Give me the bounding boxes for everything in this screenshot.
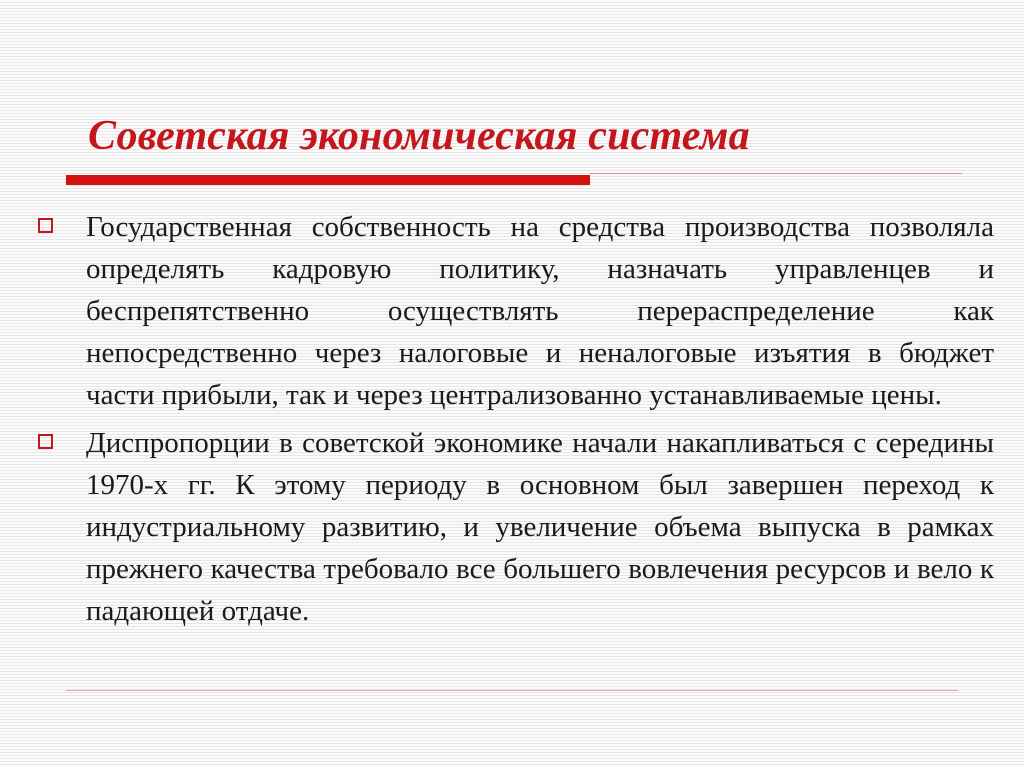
title-underline-thin <box>590 173 962 174</box>
bullet-list <box>38 206 994 638</box>
hollow-square-icon <box>38 218 53 233</box>
bottom-divider <box>66 690 958 691</box>
bullet-text: Государственная собственность на средства производства позволяла определять кадровую политику, назначать управленцев и беспрепятственно осуществлять перераспределение как непосредственно через налоговые и неналоговые изъятия в бюджет части прибыли, так и через централизованно устанавливаемые цены. <box>86 211 994 411</box>
title-underline-thick <box>66 175 590 185</box>
bullet-item-1 <box>38 206 994 416</box>
hollow-square-icon <box>38 434 53 449</box>
bullet-item-2 <box>38 422 994 632</box>
bullet-text: Диспропорции в советской экономике начали накапливаться с середины 1970-х гг. К этому периоду в основном был завершен переход к индустриальному развитию, и увеличение объема выпуска в рамках прежнего качества требовало все большего вовлечения ресурсов и вело к падающей отдаче. <box>86 427 994 627</box>
slide-title: Советская экономическая система <box>88 113 750 159</box>
